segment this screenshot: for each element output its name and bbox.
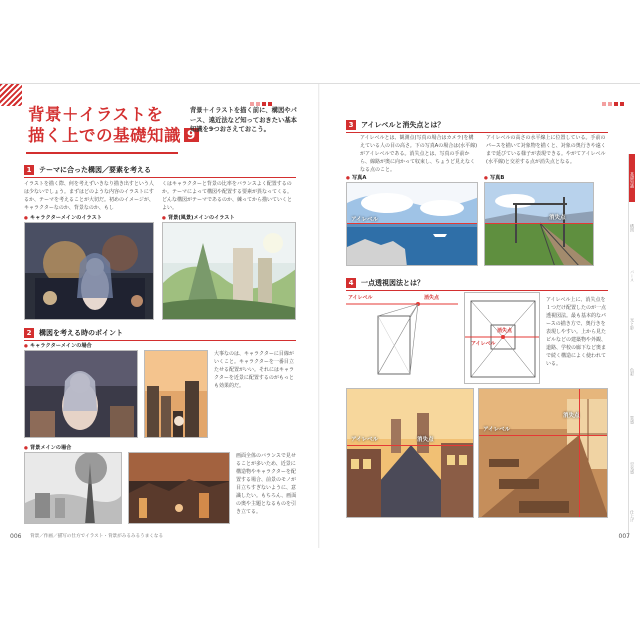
side-tab[interactable]: 基礎知識 (628, 154, 635, 202)
page-title: 背景＋イラストを 描く上での基礎知識 9 (28, 104, 199, 146)
diagram-eye-level-label: アイレベル (348, 295, 373, 301)
vanishing-point-guide (579, 389, 580, 518)
section-2-heading: 2 構図を考える時のポイント (24, 328, 296, 341)
classroom-one-point-illustration (478, 388, 608, 518)
side-tab[interactable]: 構図 (628, 202, 635, 250)
book-spread (0, 83, 640, 547)
eye-level-line (479, 435, 608, 436)
header-squares-decoration (602, 102, 624, 106)
page-number-left: 006 (10, 533, 22, 540)
side-tab[interactable]: 色彩 (628, 346, 635, 394)
section-3-text-col1: アイレベルとは、観測点(写真の場合はカメラ)を構えている人の目の高さ。下の写真Aの場合は(水平線)がアイレベルである。消失点とは、写真の手前から、線路が奥に向かって収束し、ちょうど見えなくなる点のこと。 (360, 135, 478, 173)
vanishing-point-label: 消失点 (549, 215, 566, 221)
character-case-illustration (24, 350, 138, 438)
eye-level-line (485, 223, 594, 224)
lead-text: 背景＋イラストを描く前に、構図やパース、遠近法など知っておきたい基本知識を9つおさえておこう。 (190, 107, 297, 133)
diagram-vanishing-point-label: 消失点 (497, 328, 513, 334)
title-number-badge: 9 (184, 128, 199, 142)
running-footer: 背景／作画／描写の仕方でイラスト・背景がみるみるうまくなる (30, 534, 164, 539)
monochrome-background-illustration (24, 452, 122, 524)
section-3-text-col2: アイレベルの高さの水平線上に位置している。手前のパースを描いて対象物を描くと、対象の奥行きや遠くまで延びている様子が表現できる。やがてアイレベル(水平線)と交差する点が消失点となる。 (486, 135, 606, 165)
right-page (320, 84, 640, 548)
character-main-illustration (24, 222, 154, 320)
title-underline (26, 152, 178, 154)
city-sunset-illustration (144, 350, 208, 438)
side-tab[interactable]: 仕上げ (628, 490, 635, 538)
photo-a-sea (346, 182, 478, 266)
section-number: 3 (346, 120, 356, 130)
eye-level-label: アイレベル (483, 427, 511, 433)
one-point-perspective-diagram-a (346, 292, 458, 384)
section-number: 2 (24, 328, 34, 338)
caption-background-case: ● 背景メインの場合 (24, 444, 71, 451)
eye-level-label: アイレベル (351, 217, 379, 223)
vanishing-point-label: 消失点 (563, 413, 580, 419)
caption-character-case: ● キャラクターメインの場合 (24, 342, 92, 349)
side-tab[interactable]: 空気感 (628, 442, 635, 490)
section-4-heading: 4 一点透視図法とは？ (346, 278, 608, 291)
side-tab-index (628, 154, 640, 538)
section-2-text-a: 大事なのは、キャラクターに目線がいくこと。キャラクターを一番目立たせる配置がいい。それにはキャラクターを近景に配置するのがもっとも効果的だ。 (214, 351, 295, 389)
section-number: 1 (24, 165, 34, 175)
side-tab[interactable]: パース (628, 250, 635, 298)
section-1-text-col2: くはキャラクターと背景の比率をバランスよく配置するのか。テーマによって構図や配置する要素が異なってくる。どんな構図がテーマであるのか、練ってから描いていくとよい。 (162, 181, 293, 211)
photo-b-caption: ● 写真B (484, 174, 504, 181)
photo-a-caption: ● 写真A (346, 174, 366, 181)
side-tab[interactable]: 光と影 (628, 298, 635, 346)
background-main-illustration (162, 222, 296, 320)
caption-character-main: ● キャラクターメインのイラスト (24, 214, 102, 221)
section-1-heading: 1 テーマに合った構図／要素を考える (24, 165, 296, 178)
eye-level-line (347, 223, 478, 224)
diagram-eye-level-label: アイレベル (471, 341, 496, 347)
city-one-point-illustration (346, 388, 474, 518)
side-tab[interactable]: 質感 (628, 394, 635, 442)
section-1-text-col1: イラストを描く際、何を考えずいきなり描き出すという人は少ないでしょう。まずはどのような内容のイラストにするか、テーマを考えることが大切だ。初めのイメージが、キャラクターなのか、背景なのか、もし (24, 181, 154, 211)
section-3-heading: 3 アイレベルと消失点とは？ (346, 120, 608, 133)
one-point-perspective-diagram-b (464, 292, 540, 384)
fantasy-city-illustration (128, 452, 230, 524)
caption-background-main: ● 背景(風景)メインのイラスト (162, 214, 235, 221)
diagram-vanishing-point-label: 消失点 (424, 295, 440, 301)
vanishing-point-label: 消失点 (417, 437, 434, 443)
page-number-right: 007 (618, 533, 630, 540)
eye-level-label: アイレベル (351, 437, 379, 443)
eye-level-line (347, 445, 474, 446)
section-4-text: アイレベル上に、消失点を１つだけ配置したのが一点透視図法。最も基本的なパースの描き方で、奥行きを表現しやすい。上から見たビルなどの建築物や外観、道路、学校の廊下など奥まで続く構造によく使われている。 (546, 297, 607, 367)
left-page (0, 84, 319, 548)
section-number: 4 (346, 278, 356, 288)
corner-stripe-decoration (0, 84, 22, 106)
section-2-text-b: 画面全体のバランスで見せることが多いため、近景に構造物やキャラクターを配置する場合、前景のモノが目立ちすぎないように、意識したい。もちろん、画面の奥や主題となるものを引き立てる。 (236, 453, 297, 515)
photo-b-railway (484, 182, 594, 266)
